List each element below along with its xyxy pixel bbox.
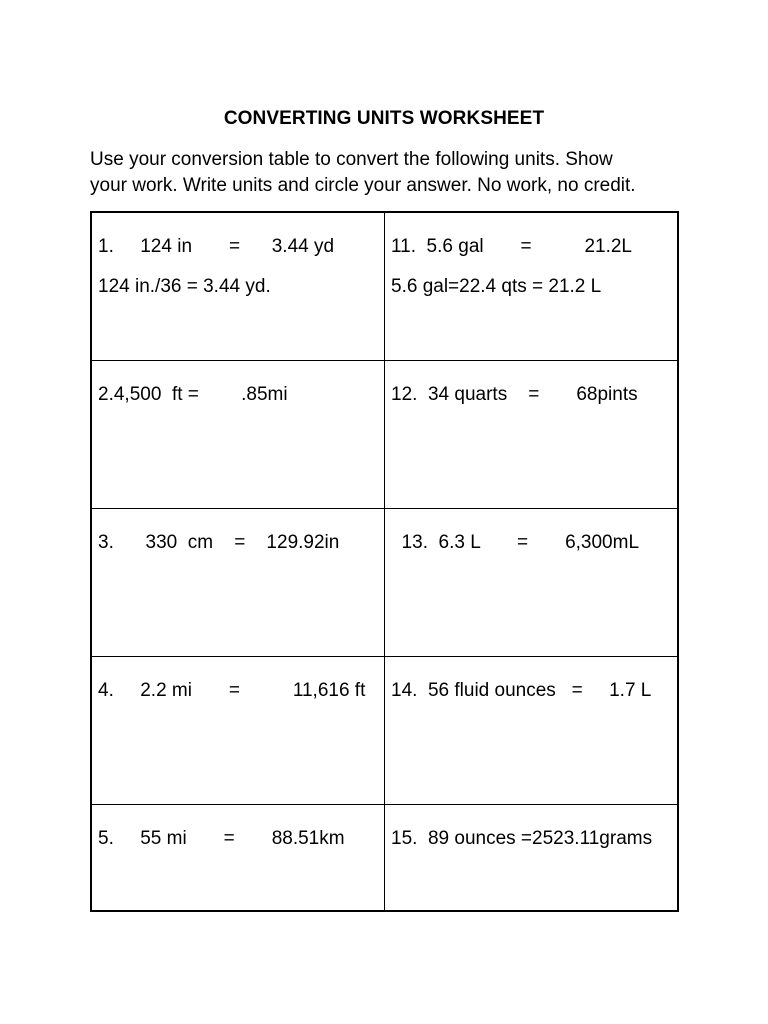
problem-question: 12. 34 quarts = 68pints	[391, 384, 638, 405]
problem-cell-13	[385, 509, 679, 657]
instructions-line-1: Use your conversion table to convert the following units. Show	[90, 149, 613, 170]
instructions	[90, 147, 690, 199]
problem-work: 124 in./36 = 3.44 yd.	[98, 276, 271, 297]
problem-question: 11. 5.6 gal = 21.2L	[391, 236, 632, 257]
worksheet-title: CONVERTING UNITS WORKSHEET	[223, 108, 545, 129]
problems-table	[90, 211, 679, 912]
problem-cell-2	[92, 361, 385, 509]
problem-question: 14. 56 fluid ounces = 1.7 L	[391, 680, 652, 701]
problem-question: 4. 2.2 mi = 11,616 ft	[98, 680, 366, 701]
problem-question: 5. 55 mi = 88.51km	[98, 828, 345, 849]
problem-cell-1	[92, 213, 385, 361]
problem-question: 2.4,500 ft = .85mi	[98, 384, 288, 405]
problem-work: 5.6 gal=22.4 qts = 21.2 L	[391, 276, 602, 297]
problem-cell-5	[92, 805, 385, 910]
instructions-line-2: your work. Write units and circle your answer. No work, no credit.	[90, 175, 636, 196]
problem-question: 15. 89 ounces =2523.11grams	[391, 828, 653, 849]
problem-cell-11	[385, 213, 679, 361]
problem-question: 1. 124 in = 3.44 yd	[98, 236, 335, 257]
problem-cell-15	[385, 805, 679, 910]
problem-cell-12	[385, 361, 679, 509]
problem-cell-3	[92, 509, 385, 657]
problem-cell-14	[385, 657, 679, 805]
problem-cell-4	[92, 657, 385, 805]
problem-question: 3. 330 cm = 129.92in	[98, 532, 340, 553]
problem-question: 13. 6.3 L = 6,300mL	[391, 532, 640, 553]
